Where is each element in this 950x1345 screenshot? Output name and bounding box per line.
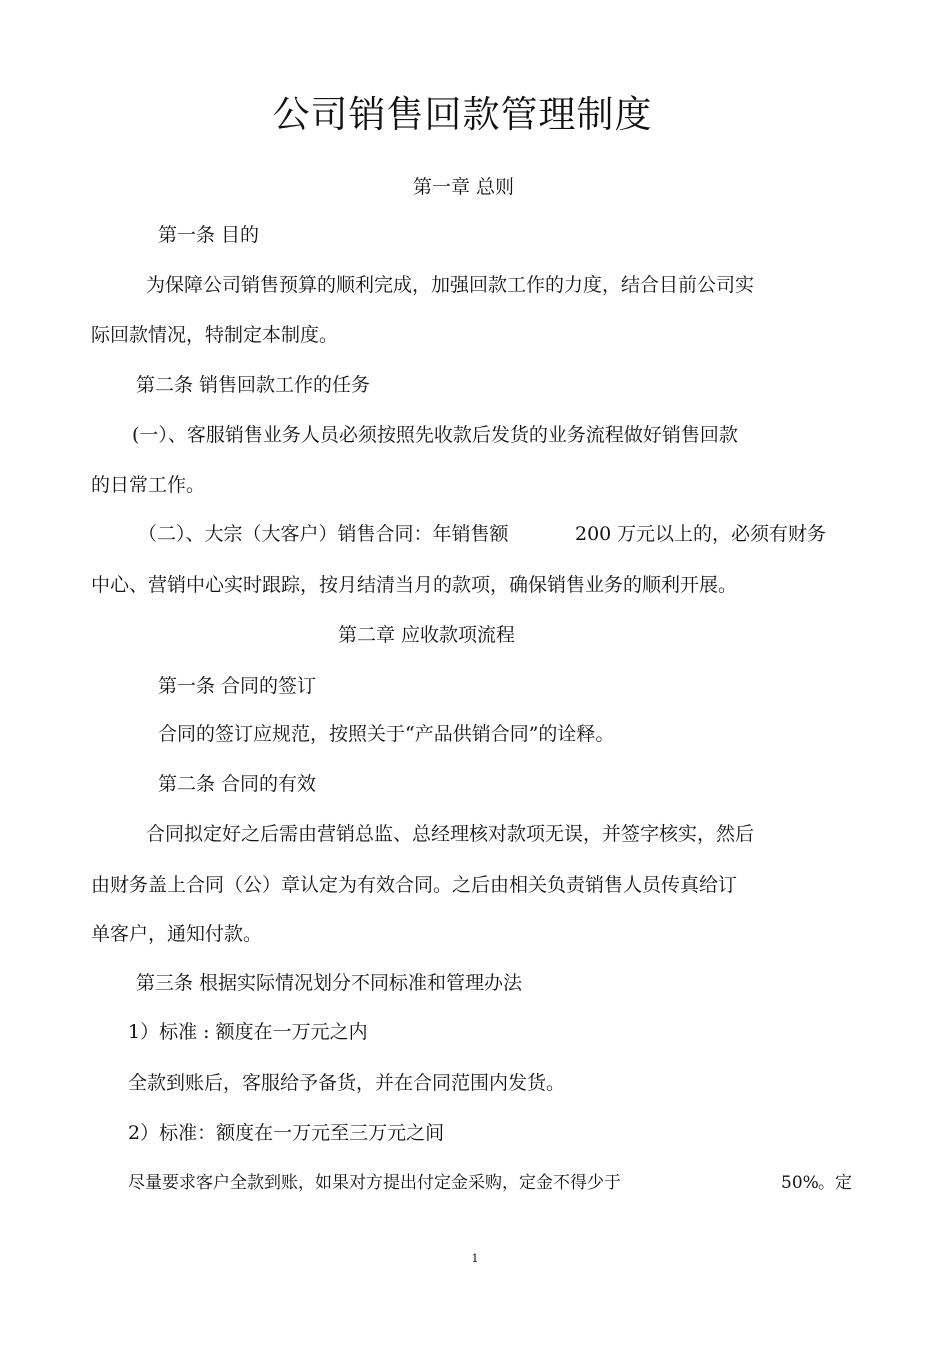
chapter-1-item-2-line-1-part-c: 万元以上的，必须有财务 — [617, 523, 827, 545]
chapter-1-item-2-line-2: 中心、营销中心实时跟踪，按月结清当月的款项，确保销售业务的顺利开展。 — [91, 574, 738, 596]
standard-2-text-part-a: 尽量要求客户全款到账，如果对方提出付定金采购，定金不得少于 — [128, 1173, 621, 1193]
chapter-2-article-2-line-3: 单客户，通知付款。 — [91, 923, 263, 945]
chapter-1-article-1-heading: 第一条 目的 — [158, 224, 260, 246]
document-title: 公司销售回款管理制度 — [272, 93, 653, 136]
chapter-1-heading: 第一章 总则 — [413, 176, 515, 198]
chapter-1-item-1-line-1: (一）、客服销售业务人员必须按照先收款后发货的业务流程做好销售回款 — [132, 424, 738, 446]
chapter-2-article-1-heading: 第一条 合同的签订 — [158, 675, 317, 697]
standard-2-percentage: 50% — [781, 1173, 819, 1193]
standard-2-text-part-c: 。定 — [818, 1173, 852, 1193]
chapter-1-article-1-line-2: 际回款情况，特制定本制度。 — [91, 324, 339, 346]
chapter-2-article-2-line-2: 由财务盖上合同（公）章认定为有效合同。之后由相关负责销售人员传真给订 — [91, 874, 738, 896]
standard-1-heading: 1）标准 : 额度在一万元之内 — [128, 1021, 368, 1043]
chapter-2-article-2-line-1: 合同拟定好之后需由营销总监、总经理核对款项无误，并签字核实，然后 — [146, 823, 755, 845]
chapter-1-item-2-line-1-part-a: （二）、大宗（大客户）销售合同：年销售额 — [138, 523, 509, 545]
chapter-1-article-2-heading: 第二条 销售回款工作的任务 — [136, 374, 371, 396]
chapter-1-article-1-line-1: 为保障公司销售预算的顺利完成，加强回款工作的力度，结合目前公司实 — [146, 274, 755, 296]
chapter-2-heading: 第二章 应收款项流程 — [338, 624, 516, 646]
chapter-2-article-1-text: 合同的签订应规范，按照关于“产品供销合同”的诠释。 — [158, 723, 615, 745]
chapter-1-item-1-line-2: 的日常工作。 — [91, 474, 206, 496]
chapter-2-article-3-heading: 第三条 根据实际情况划分不同标准和管理办法 — [136, 972, 523, 994]
standard-2-heading: 2）标准：额度在一万元至三万元之间 — [128, 1122, 445, 1144]
page-number: 1 — [471, 1252, 479, 1265]
chapter-2-article-2-heading: 第二条 合同的有效 — [158, 773, 317, 795]
standard-1-text: 全款到账后，客服给予备货，并在合同范围内发货。 — [128, 1072, 566, 1094]
chapter-1-item-2-line-1-amount: 200 — [575, 523, 612, 545]
